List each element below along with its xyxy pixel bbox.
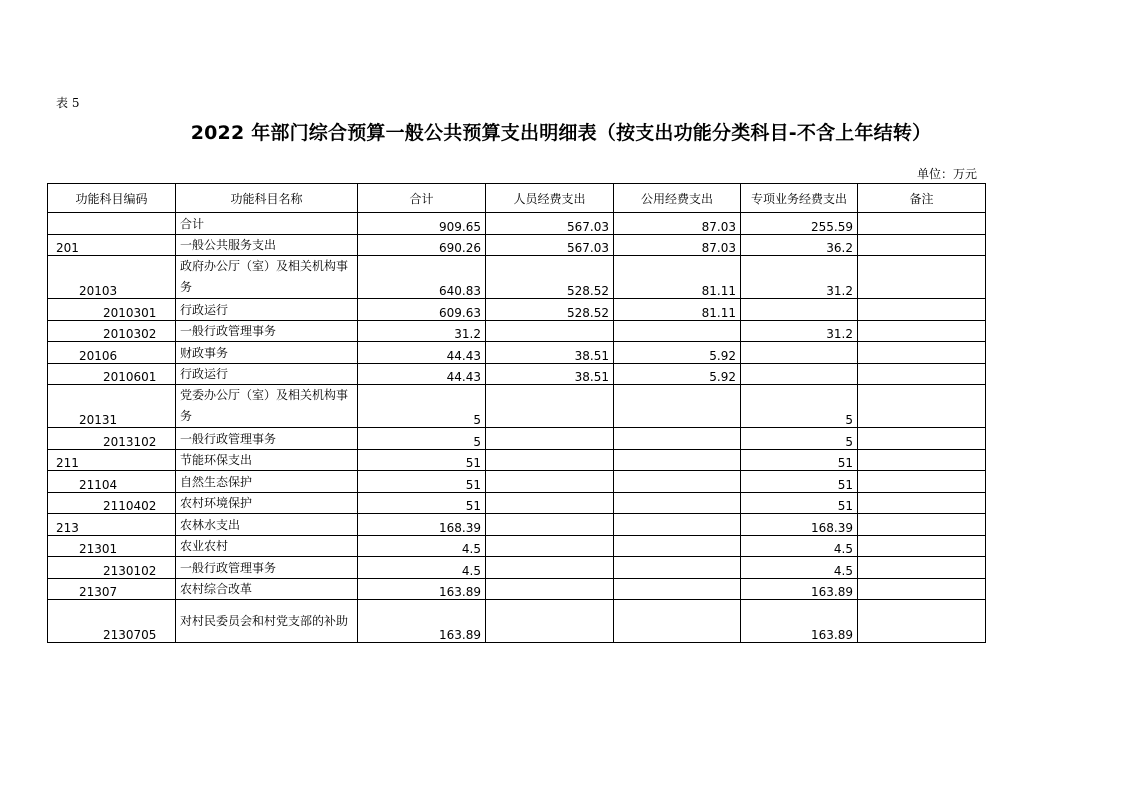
cell-personnel — [486, 600, 614, 643]
cell-total: 44.43 — [358, 363, 486, 385]
cell-note — [858, 471, 986, 493]
cell-name: 对村民委员会和村党支部的补助 — [176, 600, 358, 643]
cell-special: 4.5 — [741, 535, 858, 557]
table-row — [48, 492, 986, 514]
cell-personnel: 528.52 — [486, 299, 614, 321]
cell-code: 2110402 — [48, 492, 176, 514]
cell-code: 201 — [48, 234, 176, 256]
cell-public — [614, 449, 741, 471]
table-row — [48, 363, 986, 385]
table-row — [48, 578, 986, 600]
cell-total: 51 — [358, 471, 486, 493]
cell-total: 5 — [358, 428, 486, 450]
cell-code: 2130705 — [48, 600, 176, 643]
cell-total: 640.83 — [358, 256, 486, 299]
cell-total: 51 — [358, 492, 486, 514]
cell-public — [614, 514, 741, 536]
cell-personnel: 528.52 — [486, 256, 614, 299]
cell-note — [858, 256, 986, 299]
cell-special: 4.5 — [741, 557, 858, 579]
cell-name: 农林水支出 — [176, 514, 358, 536]
cell-note — [858, 492, 986, 514]
cell-note — [858, 342, 986, 364]
table-row — [48, 428, 986, 450]
cell-public — [614, 578, 741, 600]
page-title: 2022 年部门综合预算一般公共预算支出明细表（按支出功能分类科目-不含上年结转） — [190, 122, 932, 144]
cell-special — [741, 299, 858, 321]
cell-note — [858, 578, 986, 600]
cell-public: 87.03 — [614, 234, 741, 256]
table-row — [48, 557, 986, 579]
header-personnel: 人员经费支出 — [486, 184, 614, 213]
cell-personnel — [486, 385, 614, 428]
cell-total: 4.5 — [358, 557, 486, 579]
cell-note — [858, 363, 986, 385]
cell-public: 81.11 — [614, 256, 741, 299]
cell-note — [858, 557, 986, 579]
cell-total: 31.2 — [358, 320, 486, 342]
cell-name: 自然生态保护 — [176, 471, 358, 493]
cell-personnel — [486, 557, 614, 579]
cell-code: 2010302 — [48, 320, 176, 342]
cell-public — [614, 600, 741, 643]
header-public: 公用经费支出 — [614, 184, 741, 213]
cell-name: 一般公共服务支出 — [176, 234, 358, 256]
cell-code: 213 — [48, 514, 176, 536]
table-row — [48, 320, 986, 342]
cell-public: 5.92 — [614, 342, 741, 364]
table-row — [48, 213, 986, 235]
cell-name: 农业农村 — [176, 535, 358, 557]
cell-total: 909.65 — [358, 213, 486, 235]
cell-special: 5 — [741, 428, 858, 450]
header-note: 备注 — [858, 184, 986, 213]
cell-name: 节能环保支出 — [176, 449, 358, 471]
unit-note: 单位：万元 — [916, 167, 977, 181]
table-row — [48, 234, 986, 256]
cell-note — [858, 320, 986, 342]
table-row — [48, 299, 986, 321]
table-row — [48, 600, 986, 643]
cell-personnel — [486, 492, 614, 514]
header-code: 功能科目编码 — [48, 184, 176, 213]
cell-name: 行政运行 — [176, 299, 358, 321]
cell-code: 2130102 — [48, 557, 176, 579]
cell-note — [858, 449, 986, 471]
cell-personnel — [486, 320, 614, 342]
cell-special: 31.2 — [741, 256, 858, 299]
cell-total: 609.63 — [358, 299, 486, 321]
cell-personnel — [486, 428, 614, 450]
cell-public — [614, 428, 741, 450]
cell-public — [614, 471, 741, 493]
table-row — [48, 256, 986, 299]
cell-note — [858, 514, 986, 536]
budget-table — [47, 183, 986, 643]
cell-code: 20106 — [48, 342, 176, 364]
cell-note — [858, 299, 986, 321]
cell-code: 20103 — [48, 256, 176, 299]
header-name: 功能科目名称 — [176, 184, 358, 213]
cell-total: 4.5 — [358, 535, 486, 557]
cell-total: 44.43 — [358, 342, 486, 364]
cell-name: 农村综合改革 — [176, 578, 358, 600]
cell-name: 行政运行 — [176, 363, 358, 385]
cell-personnel — [486, 449, 614, 471]
cell-code: 2010301 — [48, 299, 176, 321]
cell-special: 163.89 — [741, 600, 858, 643]
cell-personnel — [486, 471, 614, 493]
cell-name: 一般行政管理事务 — [176, 557, 358, 579]
cell-public — [614, 492, 741, 514]
cell-public: 87.03 — [614, 213, 741, 235]
cell-special: 51 — [741, 492, 858, 514]
cell-name: 一般行政管理事务 — [176, 320, 358, 342]
cell-name: 政府办公厅（室）及相关机构事务 — [176, 256, 358, 299]
cell-special: 51 — [741, 449, 858, 471]
cell-code: 211 — [48, 449, 176, 471]
cell-public: 5.92 — [614, 363, 741, 385]
cell-personnel: 567.03 — [486, 234, 614, 256]
cell-note — [858, 600, 986, 643]
cell-code: 2013102 — [48, 428, 176, 450]
table-row — [48, 514, 986, 536]
cell-name: 党委办公厅（室）及相关机构事务 — [176, 385, 358, 428]
cell-personnel — [486, 514, 614, 536]
cell-special: 36.2 — [741, 234, 858, 256]
table-row — [48, 535, 986, 557]
cell-note — [858, 213, 986, 235]
table-row — [48, 471, 986, 493]
table-row — [48, 342, 986, 364]
cell-personnel: 567.03 — [486, 213, 614, 235]
cell-special: 5 — [741, 385, 858, 428]
cell-special: 168.39 — [741, 514, 858, 536]
cell-total: 690.26 — [358, 234, 486, 256]
cell-total: 168.39 — [358, 514, 486, 536]
cell-public — [614, 320, 741, 342]
cell-name: 财政事务 — [176, 342, 358, 364]
header-total: 合计 — [358, 184, 486, 213]
cell-public: 81.11 — [614, 299, 741, 321]
cell-personnel — [486, 578, 614, 600]
cell-code: 21307 — [48, 578, 176, 600]
header-special: 专项业务经费支出 — [741, 184, 858, 213]
cell-public — [614, 535, 741, 557]
cell-name: 合计 — [176, 213, 358, 235]
cell-name: 农村环境保护 — [176, 492, 358, 514]
cell-note — [858, 385, 986, 428]
cell-name: 一般行政管理事务 — [176, 428, 358, 450]
cell-special — [741, 363, 858, 385]
cell-special: 51 — [741, 471, 858, 493]
cell-public — [614, 557, 741, 579]
cell-code — [48, 213, 176, 235]
cell-code: 21301 — [48, 535, 176, 557]
cell-code: 20131 — [48, 385, 176, 428]
cell-public — [614, 385, 741, 428]
cell-note — [858, 428, 986, 450]
cell-special: 163.89 — [741, 578, 858, 600]
cell-note — [858, 234, 986, 256]
cell-note — [858, 535, 986, 557]
table-row — [48, 449, 986, 471]
cell-total: 163.89 — [358, 600, 486, 643]
cell-total: 5 — [358, 385, 486, 428]
header-row — [48, 184, 986, 213]
cell-code: 21104 — [48, 471, 176, 493]
cell-total: 51 — [358, 449, 486, 471]
cell-special: 31.2 — [741, 320, 858, 342]
cell-personnel: 38.51 — [486, 342, 614, 364]
cell-total: 163.89 — [358, 578, 486, 600]
table-label: 表 5 — [56, 96, 80, 110]
cell-personnel: 38.51 — [486, 363, 614, 385]
cell-code: 2010601 — [48, 363, 176, 385]
table-row — [48, 385, 986, 428]
cell-special: 255.59 — [741, 213, 858, 235]
cell-personnel — [486, 535, 614, 557]
cell-special — [741, 342, 858, 364]
